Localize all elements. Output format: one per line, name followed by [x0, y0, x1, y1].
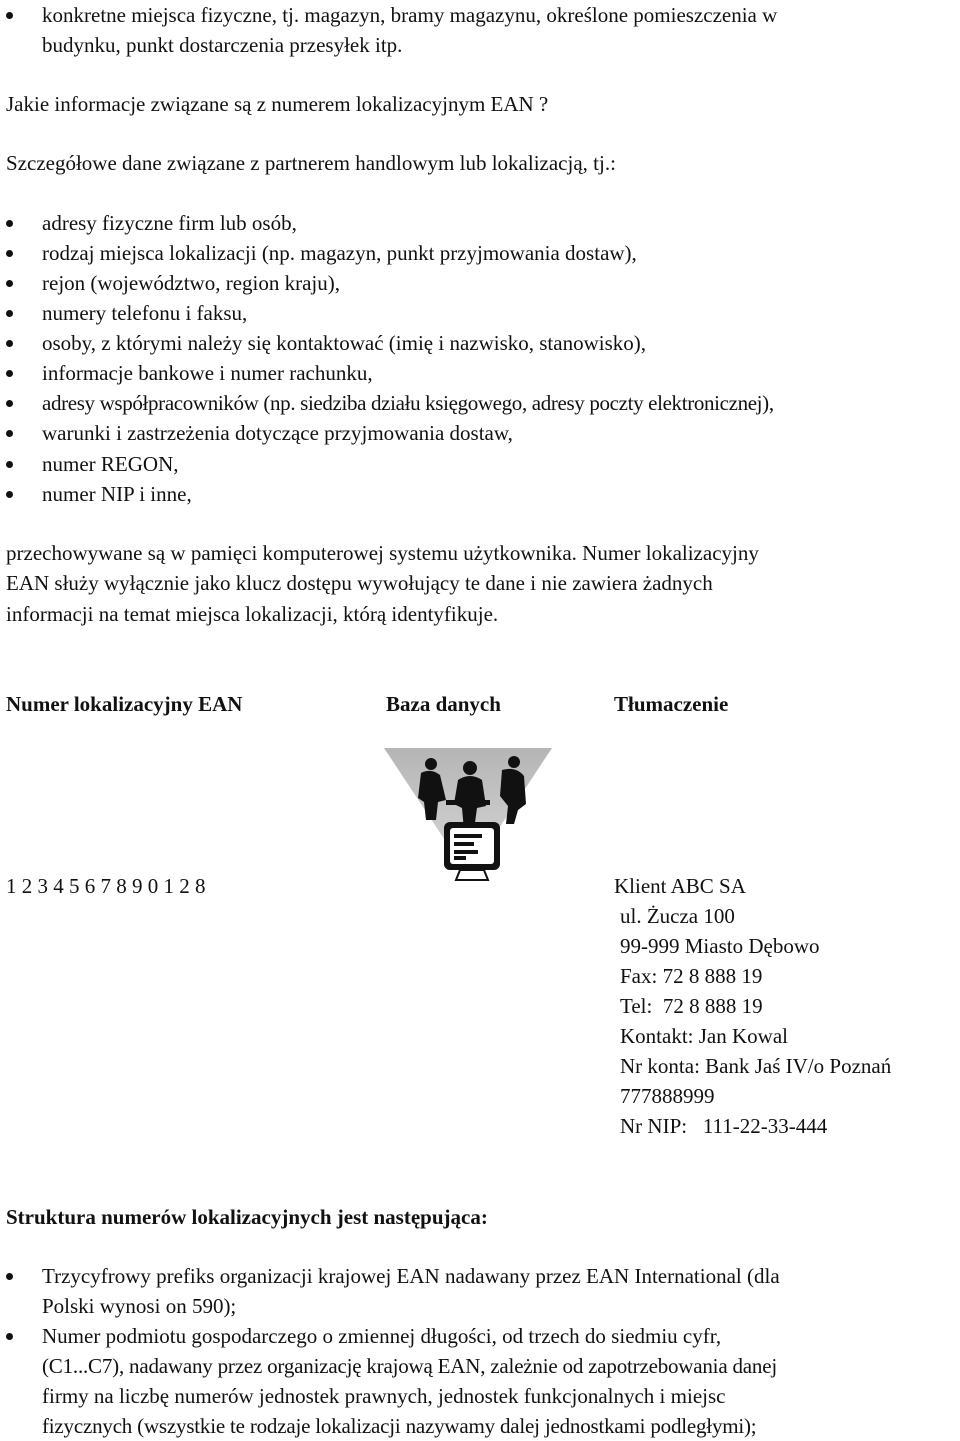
top-bullet-line-1: konkretne miejsca fizyczne, tj. magazyn, bramy magazynu, określone pomieszczenia w	[42, 3, 778, 27]
bullet-icon	[6, 280, 13, 287]
bullet-icon	[6, 400, 13, 407]
bullet-icon	[6, 491, 13, 498]
col-heading-translation: Tłumaczenie	[614, 692, 729, 716]
bullet-icon	[6, 461, 13, 468]
bullet-icon	[6, 430, 13, 437]
bullet-icon	[6, 250, 13, 257]
bullet-icon	[6, 1273, 13, 1280]
bullet-icon	[6, 310, 13, 317]
ean-number: 1 2 3 4 5 6 7 8 9 0 1 2 8	[6, 874, 206, 898]
bullet-icon	[6, 220, 13, 227]
bullet-icon	[6, 340, 13, 347]
database-illustration	[374, 740, 554, 910]
col-heading-database: Baza danych	[386, 692, 501, 716]
intro-text: Szczegółowe dane związane z partnerem handlowym lub lokalizacją, tj.:	[6, 151, 616, 175]
top-bullet-line-2: budynku, punkt dostarczenia przesyłek itp.	[42, 33, 403, 57]
client-name: Klient ABC SA	[614, 874, 746, 898]
structure-heading: Struktura numerów lokalizacyjnych jest następująca:	[6, 1205, 488, 1229]
col-heading-ean: Numer lokalizacyjny EAN	[6, 692, 243, 716]
bullet-icon	[6, 1333, 13, 1340]
bullet-icon	[6, 370, 13, 377]
question-heading: Jakie informacje związane są z numerem lokalizacyjnym EAN ?	[6, 92, 549, 116]
bullet-icon	[6, 12, 13, 19]
